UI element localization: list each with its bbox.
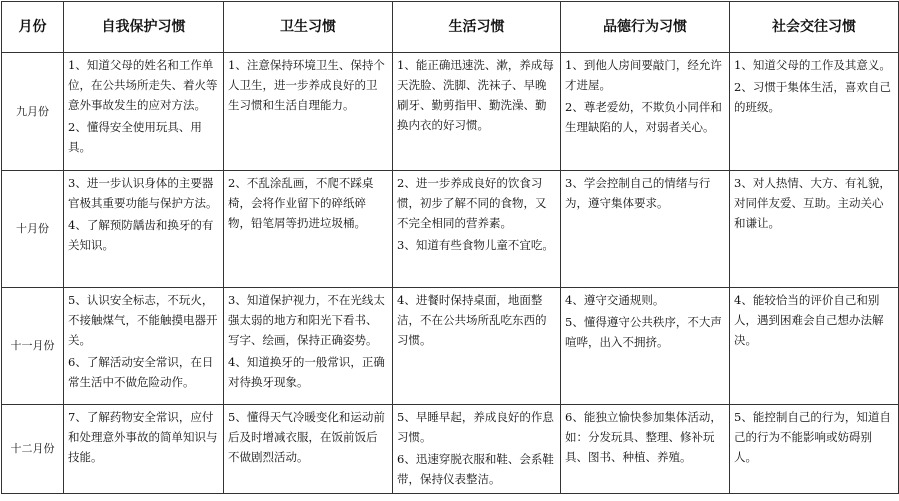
hygiene-cell [224,288,393,405]
item-list [68,55,219,157]
habits-table [1,1,899,494]
list-item: 3、进一步认识身体的主要器官极其重要功能与保护方法。 [68,176,218,210]
self-protection-cell [64,405,224,494]
item-list [68,290,219,392]
hygiene-cell [224,53,393,171]
list-item: 1、知道父母的姓名和工作单位，在公共场所走失、着火等意外事故发生的应对方法。 [68,58,218,112]
item-list [734,55,894,117]
item-list [565,55,725,137]
item-list [228,55,388,115]
list-item: 3、知道保护视力，不在光线太强太弱的地方和阳光下看书、写字、绘画，保持正确姿势。 [228,293,385,347]
moral-behavior-cell [561,288,730,405]
list-item: 6、了解活动安全常识，在日常生活中不做危险动作。 [68,355,214,389]
self-protection-cell [64,171,224,288]
list-item: 6、迅速穿脱衣服和鞋、会系鞋带，保持仪表整洁。 [397,452,554,486]
item-list [68,407,219,467]
list-item: 4、能较恰当的评价自己和别人，遇到困难会自己想办法解决。 [734,293,884,347]
list-item: 5、懂得遵守公共秩序，不大声喧哗，出入不拥挤。 [565,315,722,349]
social-cell [730,405,899,494]
moral-behavior-cell [561,405,730,494]
list-item: 5、认识安全标志，不玩火，不接触煤气，不能触摸电器开关。 [68,293,218,347]
self-protection-cell [64,288,224,405]
list-item: 2、进一步养成良好的饮食习惯，初步了解不同的食物，又不完全相同的营养素。 [397,176,547,230]
list-item: 5、能控制自己的行为，知道自己的行为不能影响或妨碍别人。 [734,410,891,464]
living-cell [393,405,561,494]
table-row [2,53,899,171]
list-item: 1、能正确迅速洗、漱，养成每天洗脸、洗脚、洗袜子、早晚刷牙、勤剪指甲、勤洗澡、勤换内衣的好习惯。 [397,58,554,132]
header-hygiene: 卫生习惯 [224,2,393,53]
list-item: 6、能独立愉快参加集体活动，如：分发玩具、整理、修补玩具、图书、种植、养殖。 [565,410,722,464]
social-cell [730,171,899,288]
item-list [734,173,894,233]
list-item: 2、懂得安全使用玩具、用具。 [68,120,202,154]
self-protection-cell [64,53,224,171]
item-list [228,173,388,233]
social-cell [730,53,899,171]
living-cell [393,288,561,405]
item-list [68,173,219,255]
header-month: 月份 [2,2,64,53]
hygiene-cell [224,171,393,288]
list-item: 3、学会控制自己的情绪与行为，遵守集体要求。 [565,176,711,210]
list-item: 4、了解预防龋齿和换牙的有关知识。 [68,218,214,252]
item-list [565,173,725,213]
header-social: 社会交往习惯 [730,2,899,53]
item-list [734,290,894,350]
living-cell [393,171,561,288]
living-cell [393,53,561,171]
moral-behavior-cell [561,53,730,171]
header-moral-behavior: 品德行为习惯 [561,2,730,53]
list-item: 3、对人热情、大方、有礼貌，对同伴友爱、互助。主动关心和谦让。 [734,176,891,230]
table-row [2,171,899,288]
list-item: 4、知道换牙的一般常识，正确对待换牙现象。 [228,355,385,389]
table-row [2,405,899,494]
item-list [397,55,556,135]
header-self-protection: 自我保护习惯 [64,2,224,53]
month-cell: 十一月份 [2,288,64,405]
list-item: 5、懂得天气冷暖变化和运动前后及时增减衣服，在饭前饭后不做剧烈活动。 [228,410,385,464]
list-item: 1、到他人房间要敲门，经允许才进屋。 [565,58,722,92]
hygiene-cell [224,405,393,494]
item-list [228,290,388,392]
item-list [397,407,556,489]
list-item: 4、进餐时保持桌面，地面整洁，不在公共场所乱吃东西的习惯。 [397,293,547,347]
moral-behavior-cell [561,171,730,288]
list-item: 5、早睡早起，养成良好的作息习惯。 [397,410,554,444]
month-cell: 十二月份 [2,405,64,494]
list-item: 1、注意保持环境卫生、保持个人卫生，进一步养成良好的卫生习惯和生活自理能力。 [228,58,385,112]
list-item: 3、知道有些食物儿童不宜吃。 [397,238,554,252]
social-cell [730,288,899,405]
header-row [2,2,899,53]
list-item: 2、不乱涂乱画，不爬不踩桌椅，会将作业留下的碎纸碎物，铅笔屑等扔进垃圾桶。 [228,176,374,230]
item-list [228,407,388,467]
table-row [2,288,899,405]
month-cell: 九月份 [2,53,64,171]
list-item: 2、习惯于集体生活，喜欢自己的班级。 [734,80,891,114]
item-list [397,290,556,350]
item-list [565,407,725,467]
item-list [734,407,894,467]
list-item: 7、了解药物安全常识，应付和处理意外事故的简单知识与技能。 [68,410,218,464]
item-list [397,173,556,255]
month-cell: 十月份 [2,171,64,288]
header-living: 生活习惯 [393,2,561,53]
item-list [565,290,725,352]
list-item: 4、遵守交通规则。 [565,293,665,307]
list-item: 1、知道父母的工作及其意义。 [734,58,891,72]
list-item: 2、尊老爱幼，不欺负小同伴和生理缺陷的人，对弱者关心。 [565,100,722,134]
